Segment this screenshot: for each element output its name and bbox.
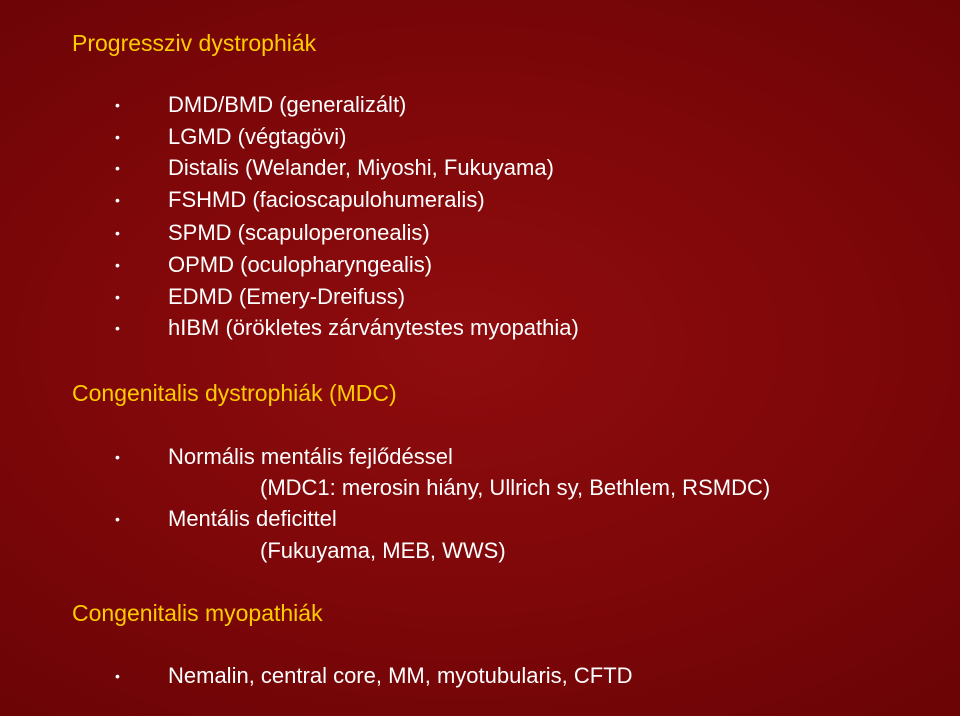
list-item [115,92,406,118]
list-item [115,187,485,213]
list-item-label: Nemalin, central core, MM, myotubularis, CFTD [168,663,633,688]
bullet-icon: • [115,289,120,305]
list-item [115,284,405,310]
list-item [115,252,432,278]
heading-congenital-dystrophies: Congenitalis dystrophiák (MDC) [72,380,397,406]
list-item [115,155,554,181]
list-item [115,124,347,150]
bullet-icon: • [115,160,120,176]
list-item-label: DMD/BMD (generalizált) [168,92,407,117]
bullet-icon: • [115,449,120,465]
bullet-icon: • [115,129,120,145]
list-item-label: Normális mentális fejlődéssel [168,444,453,469]
list-item-detail: (Fukuyama, MEB, WWS) [260,538,506,563]
bullet-icon: • [115,320,120,336]
list-item-label: Distalis (Welander, Miyoshi, Fukuyama) [168,155,554,180]
bullet-icon: • [115,257,120,273]
list-item [115,315,579,341]
list-item [115,444,453,470]
heading-progressive-dystrophies: Progressziv dystrophiák [72,30,317,56]
list-item [115,506,337,532]
list-item [115,663,633,689]
heading-congenital-myopathies: Congenitalis myopathiák [72,600,323,626]
bullet-icon: • [115,225,120,241]
list-item-label: SPMD (scapuloperonealis) [168,220,430,245]
list-item-label: Mentális deficittel [168,506,337,531]
bullet-icon: • [115,192,120,208]
list-item-label: FSHMD (facioscapulohumeralis) [168,187,485,212]
list-item [115,220,430,246]
list-item-detail: (MDC1: merosin hiány, Ullrich sy, Bethlem, RSMDC) [260,475,771,500]
bullet-icon: • [115,511,120,527]
list-item-label: LGMD (végtagövi) [168,124,347,149]
bullet-icon: • [115,668,120,684]
list-item-label: EDMD (Emery-Dreifuss) [168,284,406,309]
list-item-label: OPMD (oculopharyngealis) [168,252,433,277]
bullet-icon: • [115,97,120,113]
list-item-label: hIBM (örökletes zárványtestes myopathia) [168,315,579,340]
